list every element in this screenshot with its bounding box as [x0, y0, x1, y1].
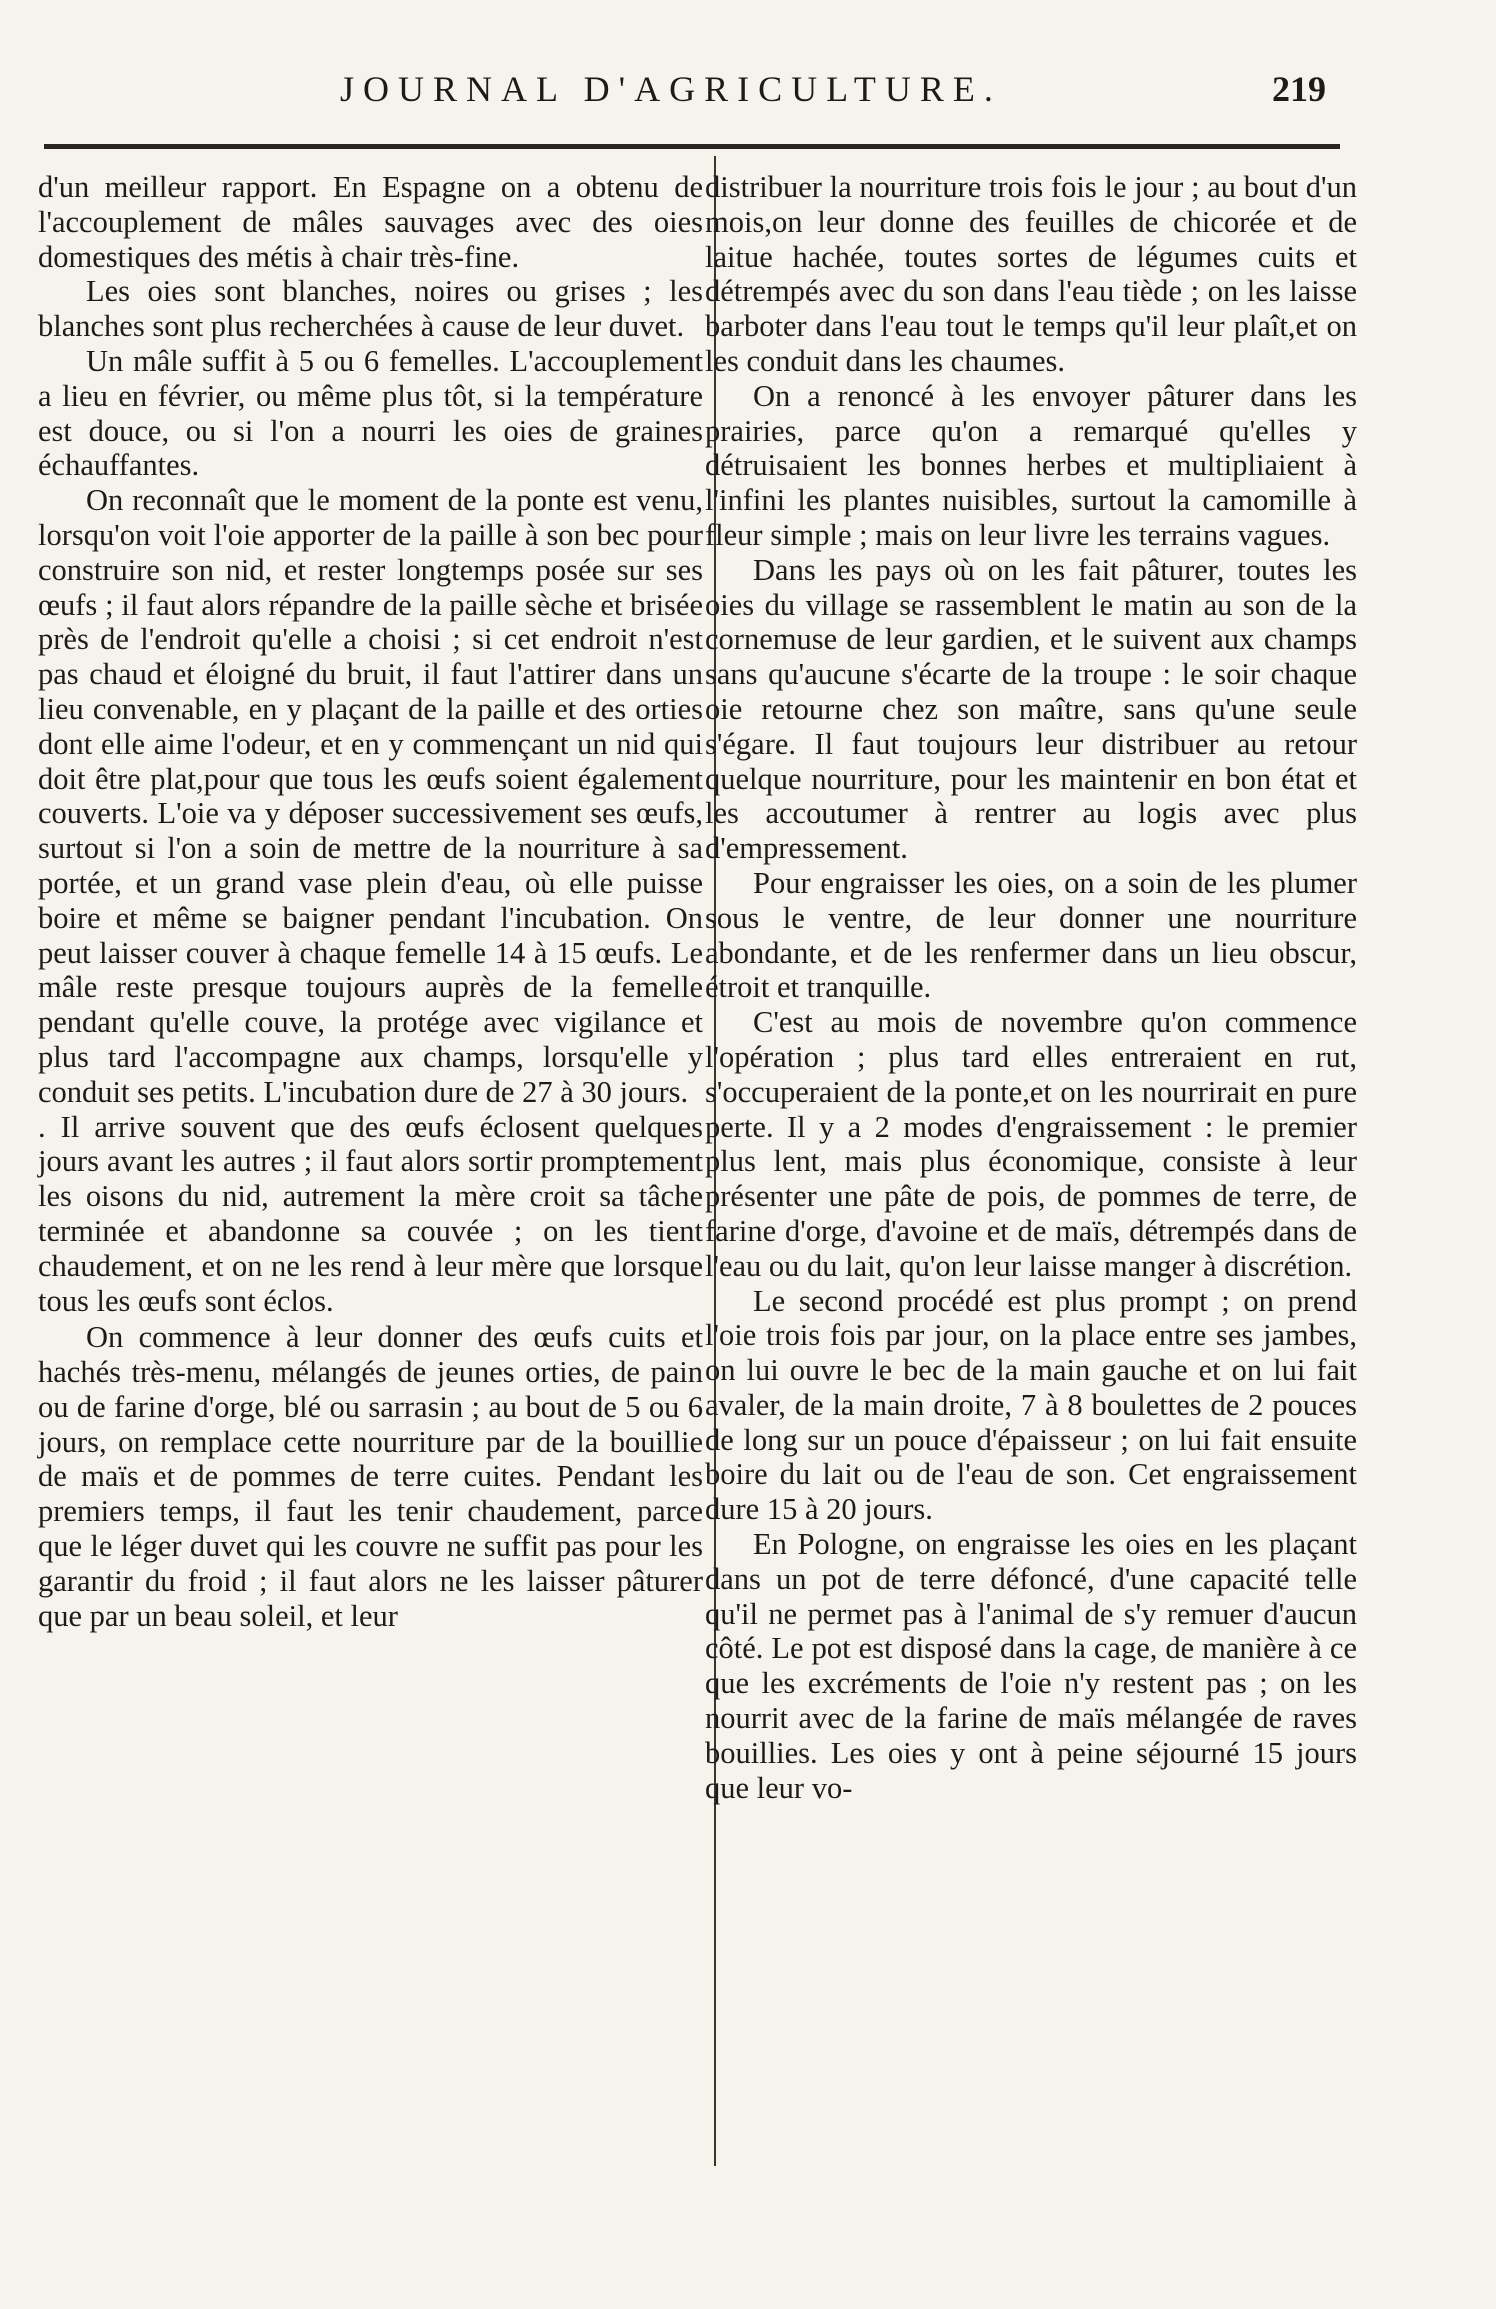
paragraph: On a renoncé à les envoyer pâturer dans les prairies, parce qu'on a remarqué qu'elles y détruisaient les bonnes herbes et multipliaient à l'infini les plantes nuisibles, surtout la camomille à fleur simple ; mais on leur livre les terrains vagues. [705, 378, 1357, 552]
paragraph: On commence à leur donner des œufs cuits et hachés très-menu, mélangés de jeunes orties, de pain ou de farine d'orge, blé ou sarrasin ; au bout de 5 ou 6 jours, on remplace cette nourriture par de la bouillie de maïs et de pommes de terre cuites. Pendant les premiers temps, il faut les tenir chaudement, parce que le léger duvet qui les couvre ne suffit pas pour les garantir du froid ; il faut alors ne les laisser pâturer que par un beau soleil, et leur [38, 1320, 703, 1633]
paragraph: On reconnaît que le moment de la ponte est venu, lorsqu'on voit l'oie apporter de la paille à son bec pour construire son nid, et rester longtemps posée sur ses œufs ; il faut alors répandre de la paille sèche et brisée près de l'endroit qu'elle a choisi ; si cet endroit n'est pas chaud et éloigné du bruit, il faut l'attirer dans un lieu convenable, en y plaçant de la paille et des orties dont elle aime l'odeur, et en y commençant un nid qui doit être plat,pour que tous les œufs soient également couverts. L'oie va y déposer successivement ses œufs, surtout si l'on a soin de mettre de la nourriture à sa portée, et un grand vase plein d'eau, où elle puisse boire et même se baigner pendant l'incubation. On peut laisser couver à chaque femelle 14 à 15 œufs. Le mâle reste presque toujours auprès de la femelle pendant qu'elle couve, la protége avec vigilance et plus tard l'accompagne aux champs, lorsqu'elle y conduit ses petits. L'incubation dure de 27 à 30 jours. [38, 483, 703, 1109]
paragraph: Dans les pays où on les fait pâturer, toutes les oies du village se rassemblent le matin au son de la cornemuse de leur gardien, et le suivent aux champs sans qu'aucune s'écarte de la troupe : le soir chaque oie retourne chez son maître, sans qu'une seule s'égare. Il faut toujours leur distribuer au retour quelque nourriture, pour les maintenir en bon état et les accoutumer à rentrer au logis avec plus d'empressement. [705, 552, 1357, 866]
paragraph: En Pologne, on engraisse les oies en les plaçant dans un pot de terre défoncé, d'une capacité telle qu'il ne permet pas à l'animal de s'y remuer d'aucun côté. Le pot est disposé dans la cage, de manière à ce que les excréments de l'oie n'y restent pas ; on les nourrit avec de la farine de maïs mélangée de raves bouillies. Les oies y ont à peine séjourné 15 jours que leur vo- [705, 1527, 1357, 1805]
paragraph: C'est au mois de novembre qu'on commence l'opération ; plus tard elles entreraient en rut, s'occuperaient de la ponte,et on les nourrirait en pure perte. Il y a 2 modes d'engraissement : le premier plus lent, mais plus économique, consiste à leur présenter une pâte de pois, de pommes de terre, de farine d'orge, d'avoine et de maïs, détrempés dans de l'eau ou du lait, qu'on leur laisse manger à discrétion. [705, 1005, 1357, 1283]
paragraph: Le second procédé est plus prompt ; on prend l'oie trois fois par jour, on la place entre ses jambes, on lui ouvre le bec de la main gauche et on lui fait avaler, de la main droite, 7 à 8 boulettes de 2 pouces de long sur un pouce d'épaisseur ; on lui fait ensuite boire du lait ou de l'eau de son. Cet engraissement dure 15 à 20 jours. [705, 1283, 1357, 1527]
right-column [705, 170, 1357, 1805]
paragraph: distribuer la nourriture trois fois le jour ; au bout d'un mois,on leur donne des feuilles de chicorée et de laitue hachée, toutes sortes de légumes cuits et détrempés avec du son dans l'eau tiède ; on les laisse barboter dans l'eau tout le temps qu'il leur plaît,et on les conduit dans les chaumes. [705, 170, 1357, 378]
header-rule [44, 144, 1340, 149]
left-column [38, 170, 703, 1633]
paragraph: Pour engraisser les oies, on a soin de les plumer sous le ventre, de leur donner une nourriture abondante, et de les renfermer dans un lieu obscur, étroit et tranquille. [705, 865, 1357, 1005]
paragraph: d'un meilleur rapport. En Espagne on a obtenu de l'accouplement de mâles sauvages avec des oies domestiques des métis à chair très-fine. [38, 170, 703, 274]
journal-title: JOURNAL D'AGRICULTURE. [340, 69, 1002, 109]
paragraph: Les oies sont blanches, noires ou grises ; les blanches sont plus recherchées à cause de leur duvet. [38, 274, 703, 344]
paragraph: . Il arrive souvent que des œufs éclosent quelques jours avant les autres ; il faut alors sortir promptement les oisons du nid, autrement la mère croit sa tâche terminée et abandonne sa couvée ; on les tient chaudement, et on ne les rend à leur mère que lorsque tous les œufs sont éclos. [38, 1109, 703, 1318]
paragraph: Un mâle suffit à 5 ou 6 femelles. L'accouplement a lieu en février, ou même plus tôt, si la température est douce, ou si l'on a nourri les oies de graines échauffantes. [38, 343, 703, 483]
page-number: 219 [1272, 69, 1326, 109]
page-header [0, 68, 1496, 128]
